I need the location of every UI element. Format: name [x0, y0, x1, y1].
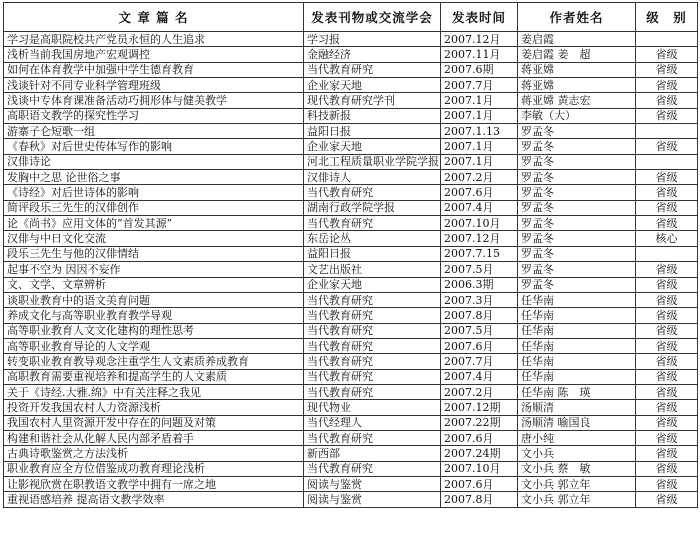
author: 文小兵 郭立年 — [518, 492, 636, 507]
table-row — [4, 108, 698, 123]
level: 省级 — [636, 47, 698, 62]
level: 省级 — [636, 308, 698, 323]
author: 罗孟冬 — [518, 262, 636, 277]
table-row — [4, 170, 698, 185]
author: 任华南 — [518, 323, 636, 338]
level: 省级 — [636, 93, 698, 108]
publish-date: 2007.4月 — [441, 200, 518, 215]
article-title: 高等职业教育导论的人文学观 — [4, 338, 304, 353]
level: 省级 — [636, 323, 698, 338]
article-title: 《诗经》对后世诗体的影响 — [4, 185, 304, 200]
table-row — [4, 446, 698, 461]
publication: 当代教育研究 — [304, 216, 441, 231]
publication: 当代教育研究 — [304, 384, 441, 399]
level: 省级 — [636, 415, 698, 430]
table-row — [4, 354, 698, 369]
table-row — [4, 246, 698, 261]
author: 罗孟冬 — [518, 124, 636, 139]
table-row — [4, 32, 698, 47]
header-row — [4, 3, 698, 32]
table-row — [4, 476, 698, 491]
table-row — [4, 323, 698, 338]
publish-date: 2007.8月 — [441, 308, 518, 323]
article-title: 高等职业教育人文文化建构的理性思考 — [4, 323, 304, 338]
publication: 企业家天地 — [304, 277, 441, 292]
article-title: 职业教育应全方位借鉴成功教育理论浅析 — [4, 461, 304, 476]
publication: 文艺出版社 — [304, 262, 441, 277]
table-row — [4, 231, 698, 246]
author: 任华南 陈 瑛 — [518, 384, 636, 399]
publication-table — [3, 2, 698, 508]
publish-date: 2007.2月 — [441, 384, 518, 399]
article-title: 学习是高职院校共产党员永恒的人生追求 — [4, 32, 304, 47]
author: 任华南 — [518, 308, 636, 323]
article-title: 文、文学、文章辨析 — [4, 277, 304, 292]
article-title: 让影视欣赏在职教语文教学中拥有一席之地 — [4, 476, 304, 491]
publish-date: 2007.24期 — [441, 446, 518, 461]
article-title: 重视语感培养 提高语文教学效率 — [4, 492, 304, 507]
publish-date: 2007.12月 — [441, 231, 518, 246]
article-title: 关于《诗经.大雅.绵》中有关注释之我见 — [4, 384, 304, 399]
author: 罗孟冬 — [518, 170, 636, 185]
level: 省级 — [636, 384, 698, 399]
publish-date: 2007.1月 — [441, 93, 518, 108]
publication: 当代教育研究 — [304, 369, 441, 384]
publication: 当代教育研究 — [304, 62, 441, 77]
article-title: 论《尚书》应用文体的“首发其源” — [4, 216, 304, 231]
level: 省级 — [636, 78, 698, 93]
publish-date: 2007.1.13 — [441, 124, 518, 139]
level: 省级 — [636, 262, 698, 277]
publish-date: 2007.22期 — [441, 415, 518, 430]
author: 罗孟冬 — [518, 154, 636, 169]
publication: 湖南行政学院学报 — [304, 200, 441, 215]
level: 核心 — [636, 231, 698, 246]
article-title: 我国农村人里资源开发中存在的问题及对策 — [4, 415, 304, 430]
level: 省级 — [636, 446, 698, 461]
level — [636, 246, 698, 261]
author: 蒋亚嫦 黄志宏 — [518, 93, 636, 108]
article-title: 汉俳诗论 — [4, 154, 304, 169]
publish-date: 2007.1月 — [441, 154, 518, 169]
publish-date: 2007.7月 — [441, 354, 518, 369]
publish-date: 2007.10月 — [441, 216, 518, 231]
author: 任华南 — [518, 369, 636, 384]
publication: 当代教育研究 — [304, 461, 441, 476]
table-body — [4, 32, 698, 508]
author: 汤顺清 喻国良 — [518, 415, 636, 430]
publication: 当代教育研究 — [304, 308, 441, 323]
table-row — [4, 277, 698, 292]
article-title: 谈职业教育中的语文美育问题 — [4, 292, 304, 307]
publish-date: 2007.2月 — [441, 170, 518, 185]
article-title: 简评段乐三先生的汉俳创作 — [4, 200, 304, 215]
publish-date: 2007.10月 — [441, 461, 518, 476]
author: 罗孟冬 — [518, 231, 636, 246]
publication: 科技新报 — [304, 108, 441, 123]
level: 省级 — [636, 369, 698, 384]
level: 省级 — [636, 62, 698, 77]
publication: 当代教育研究 — [304, 323, 441, 338]
publication: 益阳日报 — [304, 124, 441, 139]
author: 蒋亚嫦 — [518, 62, 636, 77]
table-row — [4, 216, 698, 231]
author: 文小兵 郭立年 — [518, 476, 636, 491]
author: 罗孟冬 — [518, 185, 636, 200]
level: 省级 — [636, 430, 698, 445]
publication: 现代物业 — [304, 400, 441, 415]
table-row — [4, 62, 698, 77]
header-date: 发表时间 — [441, 3, 518, 32]
author: 任华南 — [518, 354, 636, 369]
publication: 阅读与鉴赏 — [304, 492, 441, 507]
article-title: 《春秋》对后世史传体写作的影响 — [4, 139, 304, 154]
article-title: 游寨子仑短歌一组 — [4, 124, 304, 139]
level: 省级 — [636, 200, 698, 215]
publish-date: 2007.12期 — [441, 400, 518, 415]
header-author: 作者姓名 — [518, 3, 636, 32]
table-row — [4, 124, 698, 139]
article-title: 浅析当前我国房地产宏观调控 — [4, 47, 304, 62]
header-publication: 发表刊物或交流学会 — [304, 3, 441, 32]
publication: 当代教育研究 — [304, 185, 441, 200]
publication: 益阳日报 — [304, 246, 441, 261]
level: 省级 — [636, 461, 698, 476]
article-title: 汉俳与中日文化交流 — [4, 231, 304, 246]
level: 省级 — [636, 277, 698, 292]
publication: 当代教育研究 — [304, 430, 441, 445]
publish-date: 2007.11月 — [441, 47, 518, 62]
author: 罗孟冬 — [518, 246, 636, 261]
article-title: 如何在体育教学中加强中学生德育教育 — [4, 62, 304, 77]
article-title: 古典诗歌鉴赏之方法浅析 — [4, 446, 304, 461]
table-row — [4, 492, 698, 507]
publication: 汉俳诗人 — [304, 170, 441, 185]
table-row — [4, 139, 698, 154]
table-row — [4, 154, 698, 169]
level — [636, 154, 698, 169]
publish-date: 2007.6月 — [441, 338, 518, 353]
publish-date: 2007.6月 — [441, 430, 518, 445]
publish-date: 2007.4月 — [441, 369, 518, 384]
table-row — [4, 185, 698, 200]
publication: 河北工程质量职业学院学报 — [304, 154, 441, 169]
table-row — [4, 400, 698, 415]
header-level: 级 别 — [636, 3, 698, 32]
article-title: 构建和谐社会从化解人民内部矛盾着手 — [4, 430, 304, 445]
author: 汤顺清 — [518, 400, 636, 415]
level: 省级 — [636, 338, 698, 353]
publish-date: 2007.12月 — [441, 32, 518, 47]
publication: 当代教育研究 — [304, 354, 441, 369]
level: 省级 — [636, 108, 698, 123]
publication: 金融经济 — [304, 47, 441, 62]
table-row — [4, 430, 698, 445]
publication: 学习报 — [304, 32, 441, 47]
publication: 当代教育研究 — [304, 292, 441, 307]
header-title: 文 章 篇 名 — [4, 3, 304, 32]
publish-date: 2007.6期 — [441, 62, 518, 77]
author: 任华南 — [518, 338, 636, 353]
table-row — [4, 262, 698, 277]
publish-date: 2007.1月 — [441, 139, 518, 154]
author: 唐小纯 — [518, 430, 636, 445]
article-title: 高职语文教学的探究性学习 — [4, 108, 304, 123]
publish-date: 2007.6月 — [441, 476, 518, 491]
table-row — [4, 200, 698, 215]
article-title: 段乐三先生与他的汉俳情结 — [4, 246, 304, 261]
table-row — [4, 308, 698, 323]
author: 罗孟冬 — [518, 200, 636, 215]
publish-date: 2007.5月 — [441, 262, 518, 277]
author: 蒋亚嫦 — [518, 78, 636, 93]
level — [636, 124, 698, 139]
author: 文小兵 — [518, 446, 636, 461]
level: 省级 — [636, 476, 698, 491]
article-title: 浅谈中专体育课准备活动巧拥形体与健美教学 — [4, 93, 304, 108]
article-title: 起事不空为 因因不妄作 — [4, 262, 304, 277]
author: 文小兵 蔡 敏 — [518, 461, 636, 476]
level: 省级 — [636, 400, 698, 415]
publication: 东岳论丛 — [304, 231, 441, 246]
level: 省级 — [636, 292, 698, 307]
level: 省级 — [636, 354, 698, 369]
level: 省级 — [636, 492, 698, 507]
table-row — [4, 78, 698, 93]
publication: 新西部 — [304, 446, 441, 461]
publish-date: 2007.1月 — [441, 108, 518, 123]
author: 罗孟冬 — [518, 277, 636, 292]
publish-date: 2007.7.15 — [441, 246, 518, 261]
publication: 企业家天地 — [304, 78, 441, 93]
table-row — [4, 292, 698, 307]
table-row — [4, 338, 698, 353]
level — [636, 32, 698, 47]
author: 姜启霞 — [518, 32, 636, 47]
publish-date: 2007.5月 — [441, 323, 518, 338]
publication: 企业家天地 — [304, 139, 441, 154]
article-title: 转变职业教育教导观念注重学生人文素质养成教育 — [4, 354, 304, 369]
table-row — [4, 47, 698, 62]
table-row — [4, 415, 698, 430]
publish-date: 2006.3期 — [441, 277, 518, 292]
level: 省级 — [636, 139, 698, 154]
author: 罗孟冬 — [518, 139, 636, 154]
publication: 现代教育研究学刊 — [304, 93, 441, 108]
publish-date: 2007.3月 — [441, 292, 518, 307]
author: 姜启霞 姜 超 — [518, 47, 636, 62]
publish-date: 2007.7月 — [441, 78, 518, 93]
author: 李敏（大） — [518, 108, 636, 123]
author: 罗孟冬 — [518, 216, 636, 231]
article-title: 浅谈针对不同专业科学管理班级 — [4, 78, 304, 93]
article-title: 养成文化与高等职业教育教学导观 — [4, 308, 304, 323]
level: 省级 — [636, 170, 698, 185]
level: 省级 — [636, 185, 698, 200]
article-title: 投资开发我国农村人力资源浅析 — [4, 400, 304, 415]
author: 任华南 — [518, 292, 636, 307]
publication: 阅读与鉴赏 — [304, 476, 441, 491]
level: 省级 — [636, 216, 698, 231]
publish-date: 2007.8月 — [441, 492, 518, 507]
table-row — [4, 93, 698, 108]
publish-date: 2007.6月 — [441, 185, 518, 200]
article-title: 高职教育需要重视培养和提高学生的人文素质 — [4, 369, 304, 384]
article-title: 发胸中之思 论世俗之事 — [4, 170, 304, 185]
publication: 当代经理人 — [304, 415, 441, 430]
table-row — [4, 384, 698, 399]
publication: 当代教育研究 — [304, 338, 441, 353]
table-row — [4, 369, 698, 384]
table-row — [4, 461, 698, 476]
